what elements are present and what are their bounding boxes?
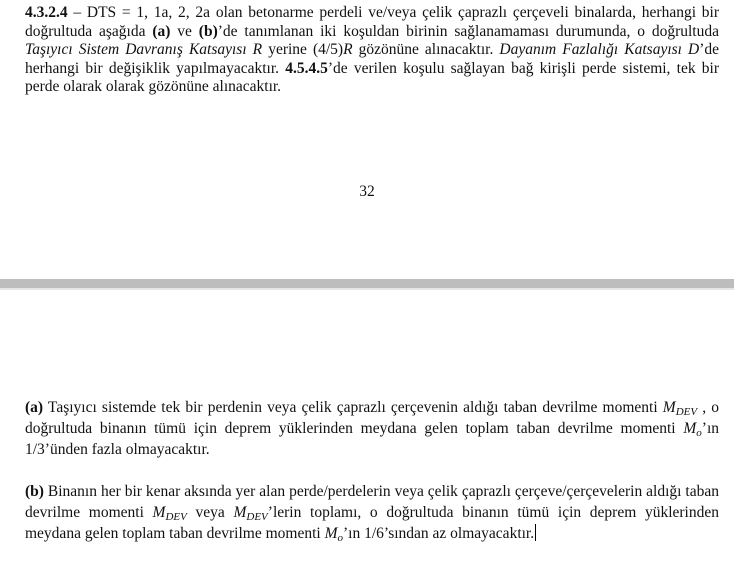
term-overstrength-factor: Dayanım Fazlalığı Katsayısı D — [499, 41, 700, 59]
term-system-behavior-factor: Taşıyıcı Sistem Davranış Katsayısı R — [25, 41, 263, 59]
symbol-m-o: $M_o$ — [324, 525, 343, 544]
condition-a-ref: (a) — [152, 22, 171, 40]
condition-a-paragraph: (a) Taşıyıcı sistemde tek bir perdenin veya çelik çaprazlı çerçevenin aldığı taban devrilme momenti $M_{DEV}$ , o doğrultuda binanın tümü için deprem yüklerinden meydana gelen toplam taban devrilme momenti $M_o’ın$ 1/3’ünden fazla olmayacaktır. — [25, 399, 720, 458]
symbol-m-dev-2: $M_{DEV}$ — [233, 504, 268, 523]
condition-b-label: (b) — [25, 483, 44, 500]
text-cursor — [535, 524, 536, 541]
page-break-shadow — [0, 288, 734, 290]
condition-b-paragraph[interactable]: (b) Binanın her bir kenar aksında yer alan perde/perdelerin veya çelik çaprazlı çerçeve/çerçevelerin aldığı taban devrilme momenti $M_{DEV}$ veya $M_{DEV}’lerin$ toplamı, o doğrultuda binanın tümü için deprem yüklerinden meydana gelen toplam taban devrilme momenti $M_o’ın$ 1/6’sından az olmayacaktır. — [25, 483, 719, 544]
page-break-divider — [0, 279, 734, 288]
condition-a-label: (a) — [25, 399, 44, 416]
symbol-m-dev: $M_{DEV}$ — [152, 504, 187, 523]
symbol-m-dev: $M_{DEV}$ — [662, 399, 698, 418]
clause-number: 4.3.2.4 — [25, 4, 68, 21]
clause-reference: 4.5.4.5 — [285, 59, 328, 77]
symbol-m-o: $M_o$ — [683, 420, 702, 439]
condition-b-ref: (b) — [198, 22, 218, 40]
clause-paragraph: 4.3.2.4 – DTS = 1, 1a, 2, 2a olan betonarme perdeli ve/veya çelik çaprazlı çerçeveli binalarda, herhangi bir doğrultuda aşağıda (a) ve (b)’de tanımlanan iki koşuldan birinin sağlanamaması durumunda, o doğrultuda Taşıyıcı Sistem Davranış Katsayısı R yerine (4/5)R gözönüne alınacaktır. Dayanım Fazlalığı Katsayısı D’de herhangi bir değişiklik yapılmayacaktır. 4.5.4.5’de verilen koşulu sağlayan bağ kirişli perde sistemi, tek bir perde olarak olarak gözönüne alınacaktır. — [25, 4, 720, 96]
page-number: 32 — [359, 183, 375, 200]
